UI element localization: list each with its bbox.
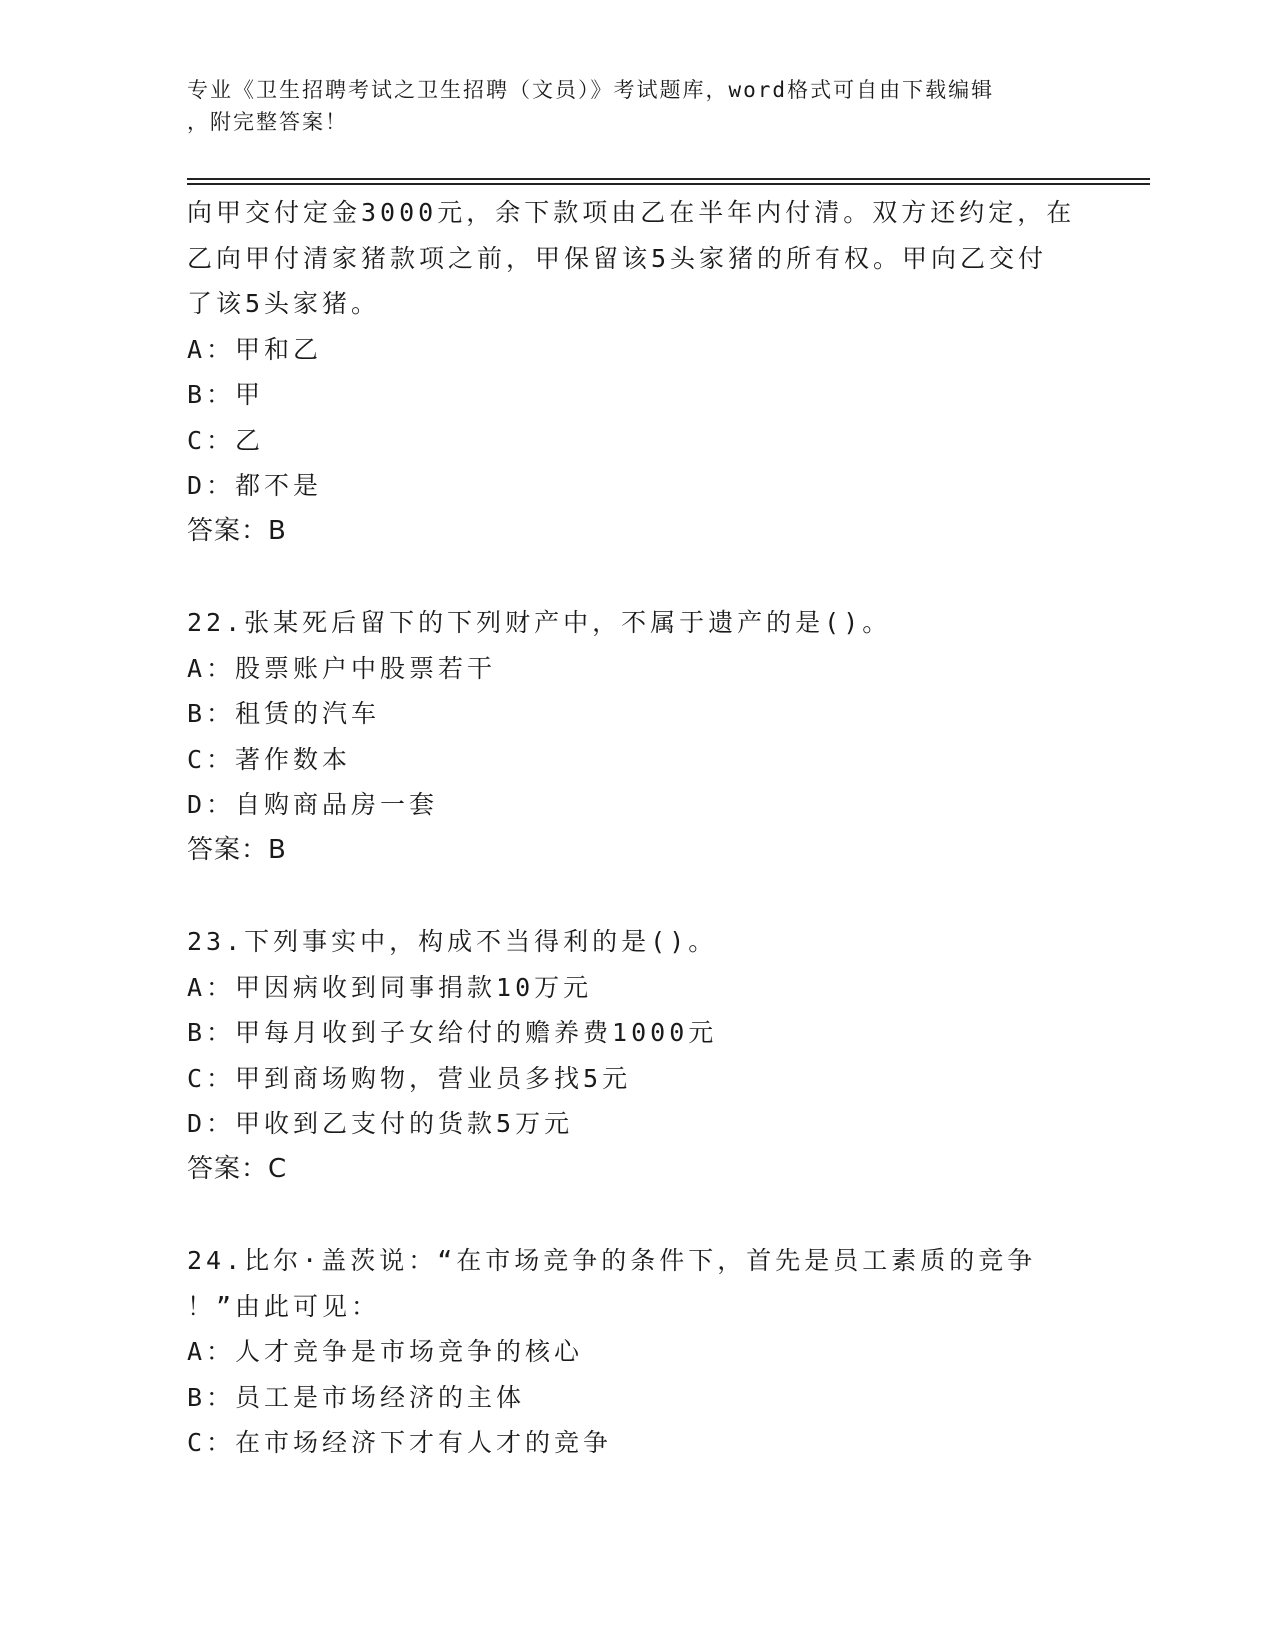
answer-value: B [268,515,287,546]
answer-line [187,828,1087,874]
option-a: A：甲和乙 [187,334,323,364]
question-gap [187,1192,1087,1238]
option-b: B：员工是市场经济的主体 [187,1382,526,1412]
option-b: B：租赁的汽车 [187,699,381,728]
answer-line [187,1147,1087,1193]
question-21 [187,190,1087,554]
question-content [187,190,1087,1466]
answer-line [187,509,1087,555]
document-header [187,74,1087,138]
question-text-line: 22.张某死后留下的下列财产中，不属于遗产的是()。 [187,608,892,637]
question-text-line: ！”由此可见： [187,1291,381,1321]
option-a: A：股票账户中股票若干 [187,653,497,683]
answer-label: 答案： [187,515,269,546]
question-text-line: 向甲交付定金3000元，余下款项由乙在半年内付清。双方还约定，在 [187,198,1076,227]
question-23 [187,919,1087,1192]
answer-label: 答案： [187,1153,269,1184]
option-c: C：甲到商场购物，营业员多找5元 [187,1063,632,1093]
option-a: A：甲因病收到同事捐款10万元 [187,972,593,1002]
header-divider-bottom [187,183,1150,185]
option-a: A：人才竞争是市场竞争的核心 [187,1337,584,1366]
answer-value: C [268,1153,288,1184]
question-22 [187,600,1087,873]
question-gap [187,873,1087,919]
option-d: D：甲收到乙支付的货款5万元 [187,1109,574,1138]
option-c: C：在市场经济下才有人才的竞争 [187,1428,613,1457]
header-divider-top [187,178,1150,180]
option-b: B：甲 [187,380,265,409]
option-d: D：自购商品房一套 [187,790,439,819]
option-c: C：乙 [187,425,265,455]
answer-label: 答案： [187,834,269,865]
answer-value: B [268,834,287,865]
question-24 [187,1238,1087,1466]
question-text-line: 23.下列事实中，构成不当得利的是()。 [187,927,718,956]
option-d: D：都不是 [187,471,323,500]
header-line-2: ，附完整答案！ [187,110,348,134]
option-b: B：甲每月收到子女给付的赡养费1000元 [187,1018,718,1047]
question-text-line: 24.比尔·盖茨说：“在市场竞争的条件下，首先是员工素质的竞争 [187,1246,1037,1275]
question-gap [187,554,1087,600]
question-text-line: 了该5头家猪。 [187,289,381,318]
question-text-line: 乙向甲付清家猪款项之前，甲保留该5头家猪的所有权。甲向乙交付 [187,243,1048,273]
header-line-1: 专业《卫生招聘考试之卫生招聘（文员）》考试题库，word格式可自由下载编辑 [187,78,995,102]
option-c: C：著作数本 [187,744,352,774]
